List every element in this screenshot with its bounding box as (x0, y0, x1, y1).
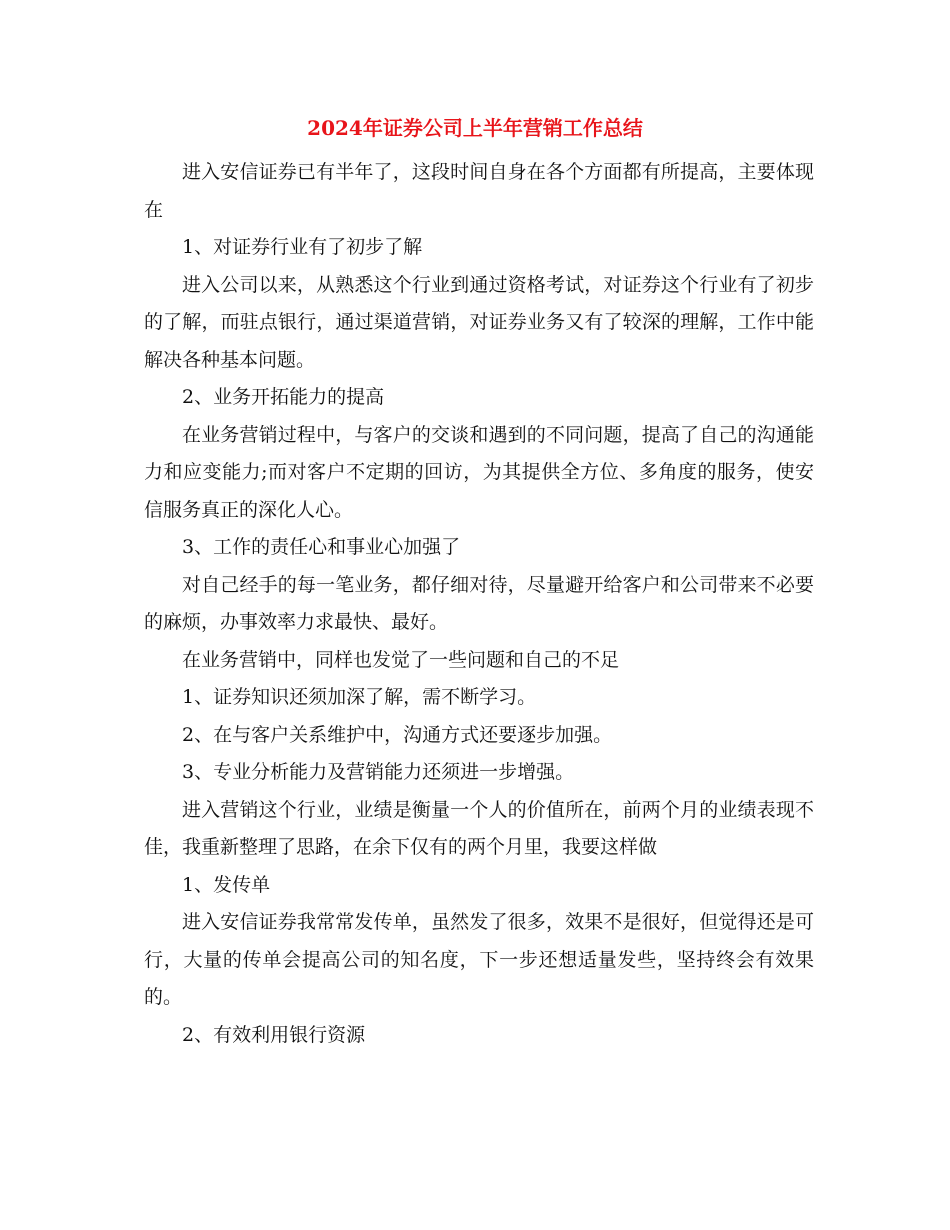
section-heading-3: 3、工作的责任心和事业心加强了 (182, 536, 461, 558)
paragraph-plan-intro: 进入营销这个行业，业绩是衡量一个人的价值所在，前两个月的业绩表现不佳，我重新整理了思路，在余下仅有的两个月里，我要这样做 (144, 798, 814, 858)
list-item-shortcoming-1: 1、证券知识还须加深了解，需不断学习。 (182, 686, 537, 708)
paragraph-shortcomings-intro: 在业务营销中，同样也发觉了一些问题和自己的不足 (182, 648, 620, 671)
paragraph-1: 进入公司以来，从熟悉这个行业到通过资格考试，对证券这个行业有了初步的了解，而驻点银行，通过渠道营销，对证券业务又有了较深的理解，工作中能解决各种基本问题。 (144, 273, 814, 371)
paragraph-plan-1: 进入安信证券我常常发传单，虽然发了很多，效果不是很好，但觉得还是可行，大量的传单会提高公司的知名度，下一步还想适量发些，坚持终会有效果的。 (144, 911, 814, 1008)
section-heading-1: 1、对证券行业有了初步了解 (182, 236, 423, 258)
document-body (144, 154, 814, 1054)
section-heading-2: 2、业务开拓能力的提高 (182, 386, 385, 408)
list-item-shortcoming-2: 2、在与客户关系维护中，沟通方式还要逐步加强。 (182, 723, 613, 746)
paragraph-2: 在业务营销过程中，与客户的交谈和遇到的不同问题，提高了自己的沟通能力和应变能力;而对客户不定期的回访，为其提供全方位、多角度的服务，使安信服务真正的深化人心。 (144, 423, 814, 521)
section-heading-plan-2: 2、有效利用银行资源 (182, 1023, 366, 1046)
paragraph-intro: 进入安信证券已有半年了，这段时间自身在各个方面都有所提高，主要体现在 (144, 161, 814, 221)
list-item-shortcoming-3: 3、专业分析能力及营销能力还须进一步增强。 (182, 761, 575, 783)
paragraph-3: 对自己经手的每一笔业务，都仔细对待，尽量避开给客户和公司带来不必要的麻烦，办事效率力求最快、最好。 (144, 573, 814, 633)
document-title: 2024年证券公司上半年营销工作总结 (307, 116, 643, 140)
section-heading-plan-1: 1、发传单 (182, 873, 271, 896)
